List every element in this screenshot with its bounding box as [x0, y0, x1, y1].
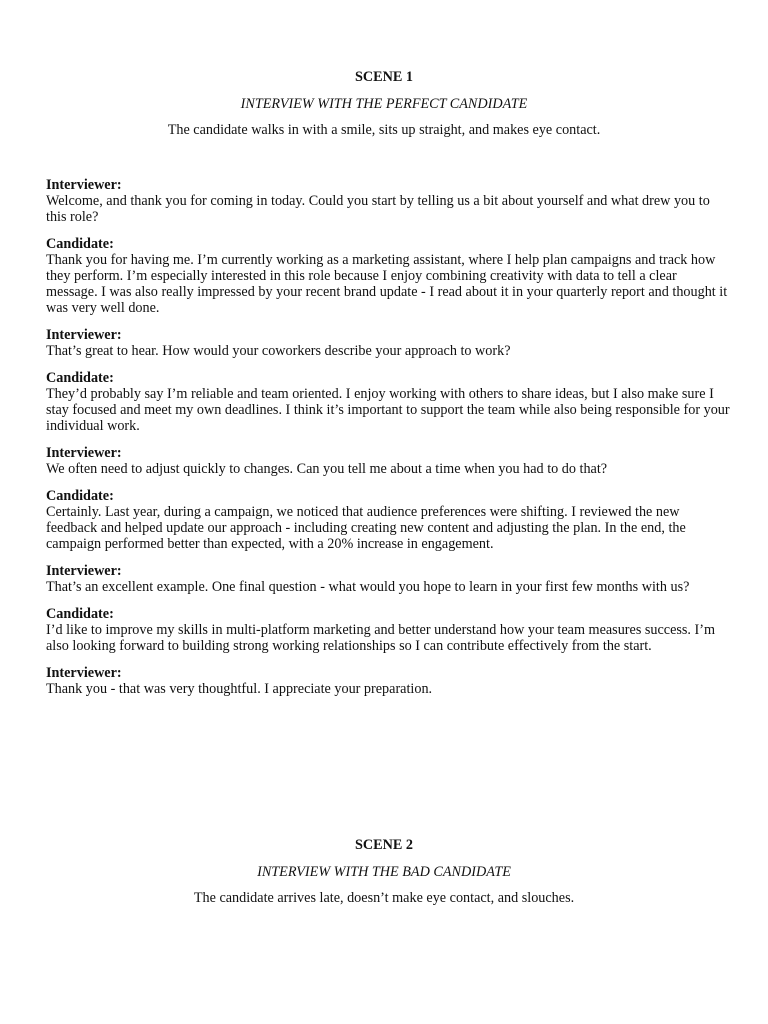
- stage-direction: The candidate arrives late, doesn’t make eye contact, and slouches.: [193, 890, 575, 906]
- speech-text: That’s an excellent example. One final question - what would you hope to learn in your first few months with us?: [46, 579, 690, 595]
- dialogue-line: [46, 606, 730, 654]
- dialogue-line: [46, 563, 730, 595]
- scene-title: SCENE 1: [355, 69, 413, 85]
- speaker-label: Candidate:: [46, 606, 114, 622]
- scene-title: SCENE 2: [355, 837, 413, 853]
- scene-1-dialogue: [46, 177, 730, 708]
- speaker-label: Interviewer:: [46, 177, 122, 193]
- speech-text: Thank you for having me. I’m currently working as a marketing assistant, where I help plan campaigns and track how they perform. I’m especially interested in this role because I enjoy combining creativity with data to tell a clear message. I was also really impressed by your recent brand update - I read about it in your quarterly report and thought it was very well done.: [46, 252, 728, 316]
- speaker-label: Interviewer:: [46, 563, 122, 579]
- dialogue-line: [46, 488, 730, 552]
- dialogue-line: [46, 665, 730, 697]
- speech-text: We often need to adjust quickly to changes. Can you tell me about a time when you had to do that?: [46, 461, 608, 477]
- speaker-label: Candidate:: [46, 236, 114, 252]
- scene-2: [0, 837, 768, 906]
- speaker-label: Candidate:: [46, 488, 114, 504]
- scene-subtitle: INTERVIEW WITH THE BAD CANDIDATE: [257, 864, 511, 880]
- speech-text: Certainly. Last year, during a campaign, we noticed that audience preferences were shifting. I reviewed the new feedback and helped update our approach - including creating new content and adjusting the plan. In the end, the campaign performed better than expected, with a 20% increase in engagement.: [46, 504, 686, 552]
- speaker-label: Interviewer:: [46, 445, 122, 461]
- scene-subtitle: INTERVIEW WITH THE PERFECT CANDIDATE: [240, 96, 528, 112]
- speech-text: They’d probably say I’m reliable and team oriented. I enjoy working with others to share ideas, but I also make sure I stay focused and meet my own deadlines. I think it’s important to support the team while also being responsible for your individual work.: [46, 386, 730, 434]
- speech-text: Thank you - that was very thoughtful. I appreciate your preparation.: [46, 681, 433, 697]
- speaker-label: Interviewer:: [46, 665, 122, 681]
- speaker-label: Interviewer:: [46, 327, 122, 343]
- stage-direction: The candidate walks in with a smile, sits up straight, and makes eye contact.: [167, 122, 601, 138]
- speech-text: Welcome, and thank you for coming in today. Could you start by telling us a bit about yourself and what drew you to this role?: [46, 193, 710, 225]
- dialogue-line: [46, 370, 730, 434]
- dialogue-line: [46, 327, 730, 359]
- dialogue-line: [46, 177, 730, 225]
- speaker-label: Candidate:: [46, 370, 114, 386]
- dialogue-line: [46, 236, 730, 316]
- dialogue-line: [46, 445, 730, 477]
- speech-text: I’d like to improve my skills in multi-platform marketing and better understand how your team measures success. I’m also looking forward to building strong working relationships so I can contribute effectively from the start.: [46, 622, 716, 654]
- scene-1: [0, 69, 768, 138]
- speech-text: That’s great to hear. How would your coworkers describe your approach to work?: [46, 343, 511, 359]
